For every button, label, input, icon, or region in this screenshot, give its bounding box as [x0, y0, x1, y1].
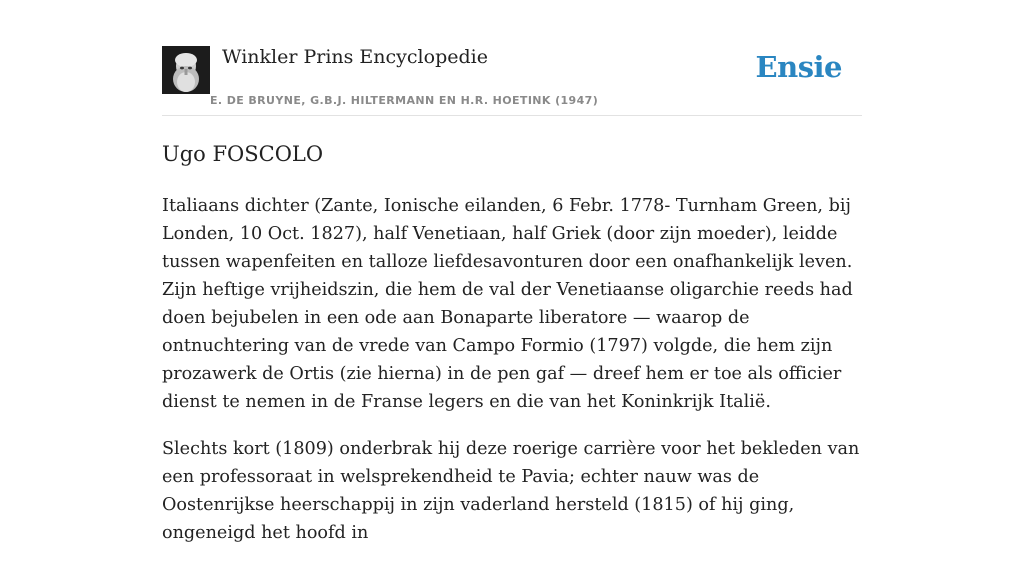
article-paragraph: Italiaans dichter (Zante, Ionische eilanden, 6 Febr. 1778- Turnham Green, bij Londen, 10 Oct. 1827), half Venetiaan, half Griek (door zijn moeder), leidde tussen wapenfeiten en talloze liefdesavonturen door een onafhankelijk leven. Zijn heftige vrijheidszin, die hem de val der Venetiaanse oligarchie reeds had doen bejubelen in een ode aan Bonaparte liberatore — waarop de ontnuchtering van de vrede van Campo Formio (1797) volgde, die hem zijn prozawerk de Ortis (zie hierna) in de pen gaf — dreef hem er toe als officier dienst te nemen in de Franse legers en die van het Koninkrijk Italië. — [162, 196, 853, 412]
bearded-man-portrait-icon — [162, 46, 210, 94]
article-body — [162, 192, 862, 566]
article-container — [162, 0, 862, 543]
brand-logo[interactable]: Ensie — [755, 50, 842, 84]
article-title: Ugo FOSCOLO — [162, 142, 324, 166]
site-header — [162, 0, 862, 116]
author-avatar[interactable] — [162, 46, 210, 94]
article-paragraph: Slechts kort (1809) onderbrak hij deze roerige carrière voor het bekleden van een professoraat in welsprekendheid te Pavia; echter nauw was de Oostenrijkse heerschappij in zijn vaderland hersteld (1815) of hij ging, ongeneigd het hoofd in — [162, 439, 860, 543]
authors-line: E. DE BRUYNE, G.B.J. HILTERMANN EN H.R. HOETINK (1947) — [210, 94, 599, 107]
site-title[interactable]: Winkler Prins Encyclopedie — [222, 46, 488, 68]
